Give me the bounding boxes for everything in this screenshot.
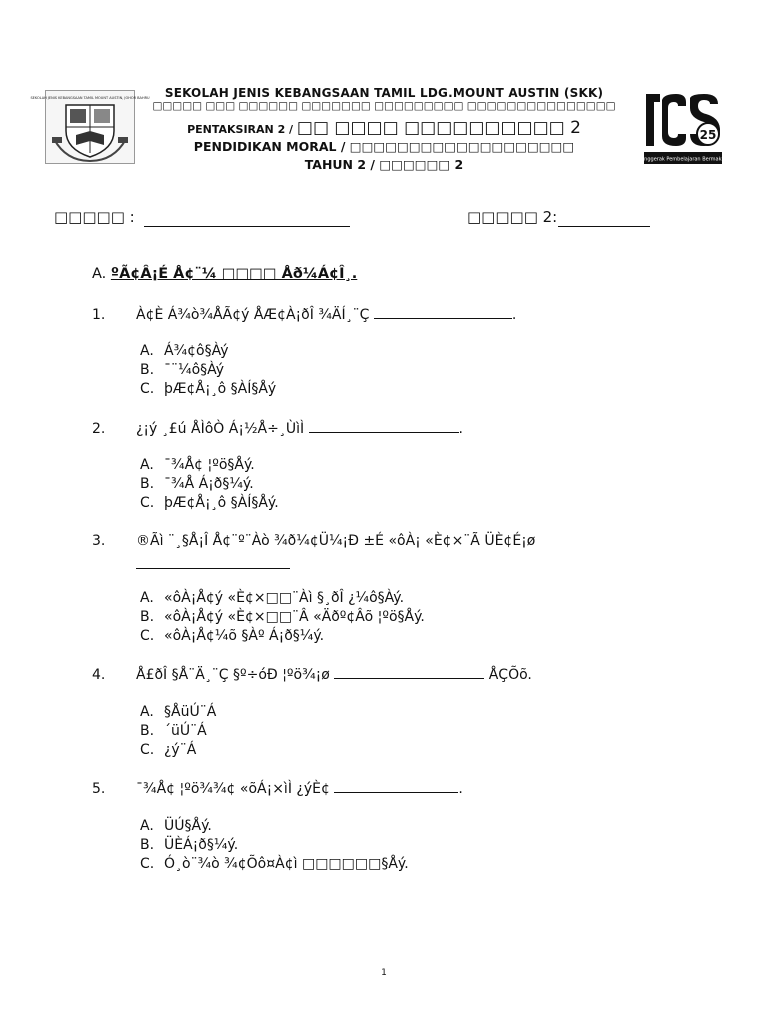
option-1b[interactable]: B. ¯¨¼ô§Àý	[140, 362, 225, 378]
question-number: 5.	[92, 781, 106, 797]
option-5b[interactable]: B. ÜÈÁ¡ð§¼ý.	[140, 837, 239, 853]
school-crest-icon	[30, 91, 150, 163]
class-line[interactable]	[558, 226, 650, 227]
question-number: 1.	[92, 307, 106, 323]
option-5a[interactable]: A. ÜÚ§Åý.	[140, 818, 212, 834]
option-4b[interactable]: B. ´üÚ¨Á	[140, 723, 207, 739]
school-name-tamil: □□□□□ □□□ □□□□□□ □□□□□□□ □□□□□□□□□ □□□□□□□□□□□□□□□	[152, 100, 616, 112]
question-text: ¯¾Å¢ ¦ºö¾¾¢ «õÁ¡×ìÌ ¿ýÈ¢	[136, 781, 330, 797]
option-1a[interactable]: A. Á¾¢ô§Àý	[140, 343, 229, 359]
assessment-title-tamil: □□ □□□□ □□□□□□□□□□ 2	[296, 118, 581, 138]
question-2: 2. ¿¡ý ¸£ú ÅÌôÒ Á¡½Å÷¸ÙìÌ .	[92, 421, 463, 437]
program-logo-number: 25	[699, 128, 717, 142]
school-name-heading: SEKOLAH JENIS KEBANGSAAN TAMIL LDG.MOUNT AUSTIN (SKK)	[164, 86, 604, 100]
question-text: À¢È Á¾ò¾ÅÃ¢ý ÅÆ¢À¡ðÎ ¾ÄÍ¸¨Ç	[136, 307, 370, 323]
answer-blank[interactable]	[309, 420, 459, 433]
assessment-title	[140, 118, 628, 138]
question-4: 4. Å£ðÎ §Å¨Ä¸¨Ç §º÷óÐ ¦ºö¾¡ø ÅÇÕõ.	[92, 667, 532, 683]
answer-blank[interactable]	[334, 780, 458, 793]
question-text: ¿¡ý ¸£ú ÅÌôÒ Á¡½Å÷¸ÙìÌ	[136, 421, 305, 437]
year-title: TAHUN 2 / □□□□□□ 2	[304, 157, 464, 172]
section-title: ºÃ¢Â¡É Å¢¨¼ □□□□ Åð¼Á¢Î¸.	[110, 266, 358, 282]
question-text: ®Ãì ¨¸§Å¡Î Å¢¨º¨Àò ¾ð¼¢Ü¼¡Ð ±É «ôÀ¡ «È¢×¨Ã ÜÈ¢É¡ø	[136, 533, 536, 549]
option-4c[interactable]: C. ¿ý¨Á	[140, 742, 197, 758]
option-5c[interactable]: C. Ó¸ò¨¾ò ¾¢Õô¤À¢ì □□□□□□§Åý.	[140, 856, 409, 872]
program-logo	[638, 92, 728, 166]
answer-blank[interactable]	[334, 666, 484, 679]
option-2b[interactable]: B. ¯¾Å Á¡ð§¼ý.	[140, 476, 254, 492]
page-number: 1	[381, 968, 387, 978]
question-number: 2.	[92, 421, 106, 437]
section-letter: A.	[92, 266, 107, 282]
option-3c[interactable]: C. «ôÀ¡Å¢¼õ §Àº Á¡ð§¼ý.	[140, 628, 325, 644]
answer-blank[interactable]	[374, 306, 512, 319]
subject-title: PENDIDIKAN MORAL / □□□□□□□□□□□□□□□□□□□	[193, 139, 575, 154]
question-3	[92, 533, 535, 549]
student-name-line[interactable]	[144, 226, 350, 227]
option-2c[interactable]: C. þÆ¢Å¡¸ô §ÀÍ§Åý.	[140, 495, 279, 511]
option-3a[interactable]: A. «ôÀ¡Å¢ý «È¢×□□¨Àì §¸ðÎ ¿¼ô§Àý.	[140, 590, 405, 606]
question-number: 4.	[92, 667, 106, 683]
question-text: Å£ðÎ §Å¨Ä¸¨Ç §º÷óÐ ¦ºö¾¡ø	[136, 667, 330, 683]
class-label: □□□□□ 2:	[467, 208, 558, 226]
option-4a[interactable]: A. §ÅüÚ¨Á	[140, 704, 217, 720]
option-2a[interactable]: A. ¯¾Å¢ ¦ºö§Åý.	[140, 457, 255, 473]
program-logo-icon	[638, 92, 728, 166]
section-heading	[92, 266, 357, 282]
question-1: 1. À¢È Á¾ò¾ÅÃ¢ý ÅÆ¢À¡ðÎ ¾ÄÍ¸¨Ç .	[92, 307, 517, 323]
school-crest-logo	[30, 90, 150, 164]
question-3-blank-line	[136, 556, 290, 573]
question-number: 3.	[92, 533, 106, 549]
question-5: 5. ¯¾Å¢ ¦ºö¾¾¢ «õÁ¡×ìÌ ¿ýÈ¢ .	[92, 781, 463, 797]
assessment-title-malay: PENTAKSIRAN 2 /	[187, 123, 297, 136]
school-crest-lettering: SEKOLAH JENIS KEBANGSAAN TAMIL MOUNT AUSTIN, JOHOR BAHRU	[30, 96, 150, 100]
program-logo-tagline: Penggerak Pembelajaran Bermakna	[638, 156, 728, 163]
student-name-label: □□□□□ :	[54, 208, 135, 226]
option-1c[interactable]: C. þÆ¢Å¡¸ô §ÀÍ§Åý	[140, 381, 277, 397]
option-3b[interactable]: B. «ôÀ¡Å¢ý «È¢×□□¨Â «Äðº¢Âõ ¦ºö§Åý.	[140, 609, 425, 625]
answer-blank[interactable]	[136, 556, 290, 569]
